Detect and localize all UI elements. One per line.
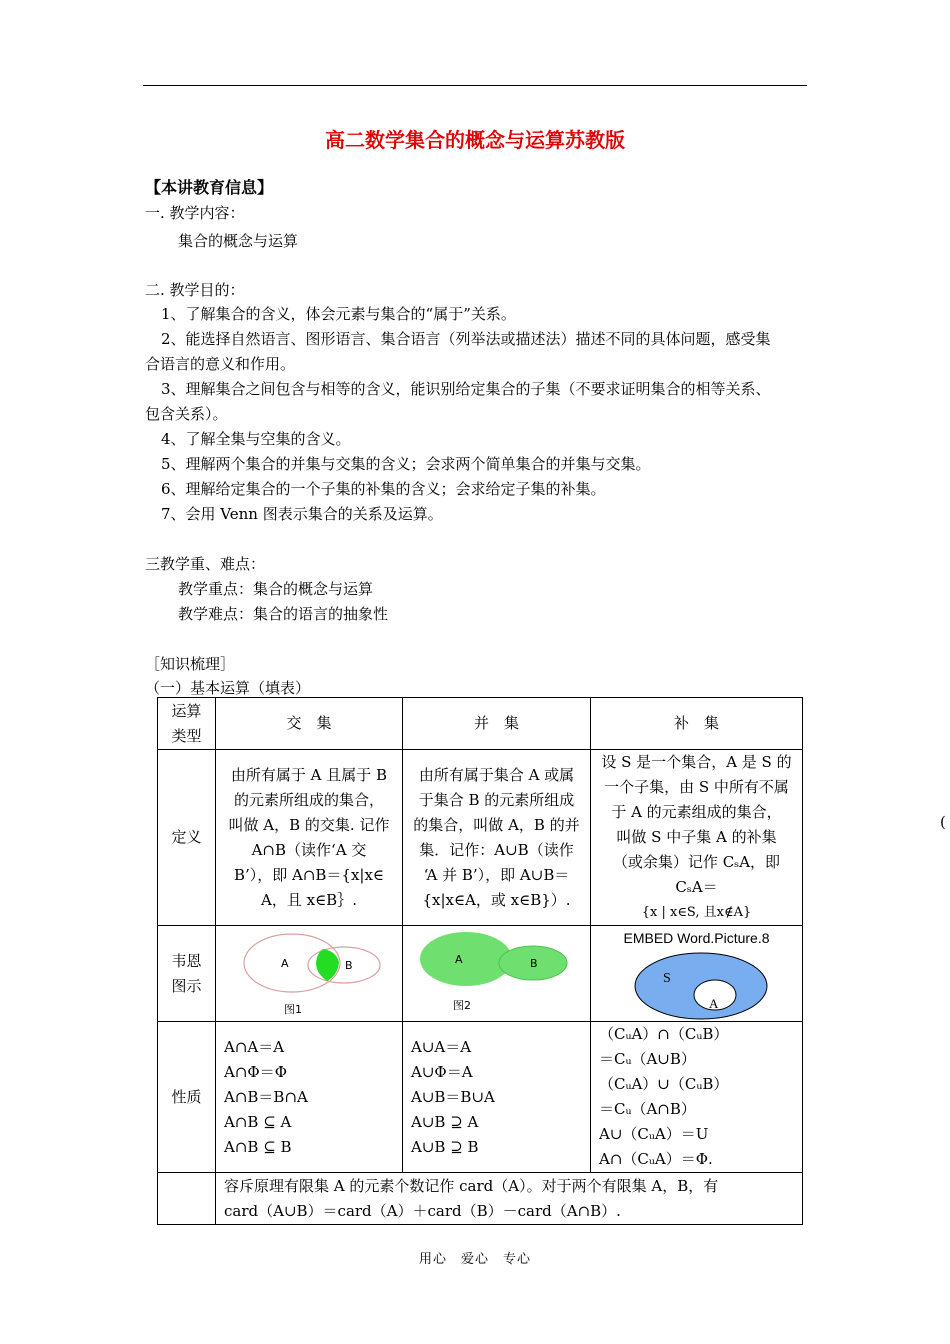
- venn-label-line: 韦恩: [171, 951, 202, 970]
- table-row: [158, 1022, 803, 1173]
- prop-line: A∪Φ＝A: [411, 1062, 473, 1081]
- table-row: [158, 926, 803, 1022]
- venn-label-line: 图示: [171, 976, 202, 995]
- def-line: A，且 x∈B｝.: [261, 890, 357, 909]
- text-line: 一. 教学内容：: [145, 204, 245, 222]
- union-venn-cell: [403, 926, 591, 1022]
- empty-cell: [158, 1173, 216, 1225]
- text-line: （一）基本运算（填表）: [145, 679, 311, 697]
- prop-line: （CᵤA）∩（CᵤB）: [599, 1025, 729, 1043]
- text-line: 教学难点：集合的语言的抽象性: [178, 605, 389, 623]
- prop-line: A∩（CᵤA）＝Φ.: [599, 1150, 713, 1168]
- table-row: [158, 750, 803, 926]
- def-line: 由所有属于集合 A 或属: [418, 765, 575, 784]
- prop-line: ＝Cᵤ（A∩B）: [599, 1100, 696, 1118]
- def-line: （或余集）记作 CₛA，即: [612, 853, 781, 871]
- prop-line: A∪B ⊇ A: [411, 1112, 479, 1131]
- page-footer: 用心 爱心 专心: [418, 1252, 531, 1267]
- text-line: 合语言的意义和作用。: [145, 355, 296, 373]
- text-line: 集合的概念与运算: [178, 232, 299, 250]
- header-rule: [143, 85, 807, 86]
- text-line: 4、了解全集与空集的含义。: [161, 430, 351, 448]
- header-intersection: 交 集: [216, 698, 403, 750]
- intersection-definition: [216, 750, 403, 926]
- def-line: 一个子集，由 S 中所有不属: [604, 778, 789, 796]
- intersection-venn-diagram: [224, 929, 394, 1019]
- text-line: 7、会用 Venn 图表示集合的关系及运算。: [161, 505, 443, 523]
- def-line: 叫做 A，B 的交集. 记作: [228, 815, 390, 834]
- def-line: {x|x∈A，或 x∈B}）.: [422, 890, 571, 909]
- label-a: A: [455, 952, 463, 966]
- embed-field: EMBED Word.Picture.8: [623, 930, 770, 946]
- venn-label-cell: [158, 926, 216, 1022]
- set-a-ellipse: [420, 932, 512, 986]
- text-line: 三教学重、难点：: [145, 555, 266, 573]
- def-line: 于集合 B 的元素所组成: [418, 790, 575, 809]
- intersection-venn-cell: [216, 926, 403, 1022]
- prop-line: A∪A＝A: [411, 1037, 472, 1056]
- inclusion-exclusion-cell: [216, 1173, 803, 1225]
- def-line: CₛA＝: [675, 878, 718, 896]
- complement-definition: [591, 750, 803, 926]
- complement-properties: [591, 1022, 803, 1173]
- label-s: S: [663, 971, 671, 986]
- def-line: 设 S 是一个集合，A 是 S 的: [601, 753, 792, 771]
- label-a: A: [281, 956, 289, 970]
- def-line: 叫做 S 中子集 A 的补集: [616, 828, 777, 846]
- def-line: ‘A 并 B’），即 A∪B＝: [423, 865, 570, 884]
- header-union: 并 集: [403, 698, 591, 750]
- text-line: 包含关系）。: [145, 405, 228, 423]
- def-line: 的元素所组成的集合，: [233, 790, 384, 809]
- text-line: 二. 教学目的：: [145, 281, 245, 299]
- label-b: B: [345, 958, 353, 972]
- text-line: 2、能选择自然语言、图形语言、集合语言（列举法或描述法）描述不同的具体问题，感受集: [161, 330, 771, 348]
- text-line: ［知识梳理］: [145, 655, 236, 673]
- prop-line: A∪B＝B∪A: [411, 1087, 495, 1106]
- property-label: 性质: [158, 1022, 216, 1173]
- complement-venn-diagram: [595, 951, 799, 1021]
- label-a: A: [709, 996, 719, 1011]
- prop-line: A∪（CᵤA）＝U: [599, 1125, 709, 1143]
- header-type-line: 类型: [171, 726, 202, 745]
- def-line: A∩B（读作‘A 交: [251, 840, 367, 859]
- page-title: 高二数学集合的概念与运算苏教版: [325, 128, 625, 152]
- union-venn-diagram: [411, 929, 583, 1019]
- text-line: 6、理解给定集合的一个子集的补集的含义；会求给定子集的补集。: [161, 480, 606, 498]
- intersection-properties: [216, 1022, 403, 1173]
- prop-line: （CᵤA）∪（CᵤB）: [599, 1075, 729, 1093]
- def-line: {x | x∈S, 且x∉A}: [641, 905, 752, 920]
- section-header: 【本讲教育信息】: [145, 178, 274, 197]
- prop-line: A∩A＝A: [224, 1037, 285, 1056]
- definition-label: 定义: [158, 750, 216, 926]
- text-line: 3、理解集合之间包含与相等的含义，能识别给定集合的子集（不要求证明集合的相等关系、: [161, 380, 771, 398]
- incl-excl-line: 容斥原理有限集 A 的元素个数记作 card（A）。对于两个有限集 A，B，有: [224, 1176, 719, 1195]
- prop-line: ＝Cᵤ（A∪B）: [599, 1050, 696, 1068]
- label-b: B: [530, 956, 538, 970]
- union-properties: [403, 1022, 591, 1173]
- table-row: [158, 1173, 803, 1225]
- incl-excl-line: card（A∪B）＝card（A）＋card（B）－card（A∩B）.: [224, 1201, 621, 1220]
- prop-line: A∩B ⊆ B: [224, 1137, 292, 1156]
- def-line: 由所有属于 A 且属于 B: [230, 765, 388, 784]
- figure-caption: 图2: [453, 998, 471, 1012]
- def-line: 的集合，叫做 A，B 的并: [413, 815, 580, 834]
- text-line: 教学重点：集合的概念与运算: [178, 580, 374, 598]
- text-line: 5、理解两个集合的并集与交集的含义；会求两个简单集合的并集与交集。: [161, 455, 651, 473]
- header-type-cell: [158, 698, 216, 750]
- complement-venn-cell: [591, 926, 803, 1022]
- prop-line: A∪B ⊇ B: [411, 1137, 479, 1156]
- prop-line: A∩Φ＝Φ: [224, 1062, 287, 1081]
- prop-line: A∩B＝B∩A: [224, 1087, 308, 1106]
- header-complement: 补 集: [591, 698, 803, 750]
- figure-caption: 图1: [284, 1002, 302, 1016]
- header-type-line: 运算: [171, 701, 202, 720]
- def-line: 于 A 的元素组成的集合，: [611, 803, 782, 821]
- table-row: [158, 698, 803, 750]
- prop-line: A∩B ⊆ A: [224, 1112, 292, 1131]
- margin-marker: (: [940, 813, 946, 831]
- def-line: 集．记作：A∪B（读作: [419, 840, 574, 859]
- union-definition: [403, 750, 591, 926]
- def-line: B’），即 A∩B＝{x|x∈: [233, 865, 385, 884]
- operations-table: [157, 697, 803, 1225]
- text-line: 1、了解集合的含义，体会元素与集合的“属于”关系。: [161, 305, 516, 323]
